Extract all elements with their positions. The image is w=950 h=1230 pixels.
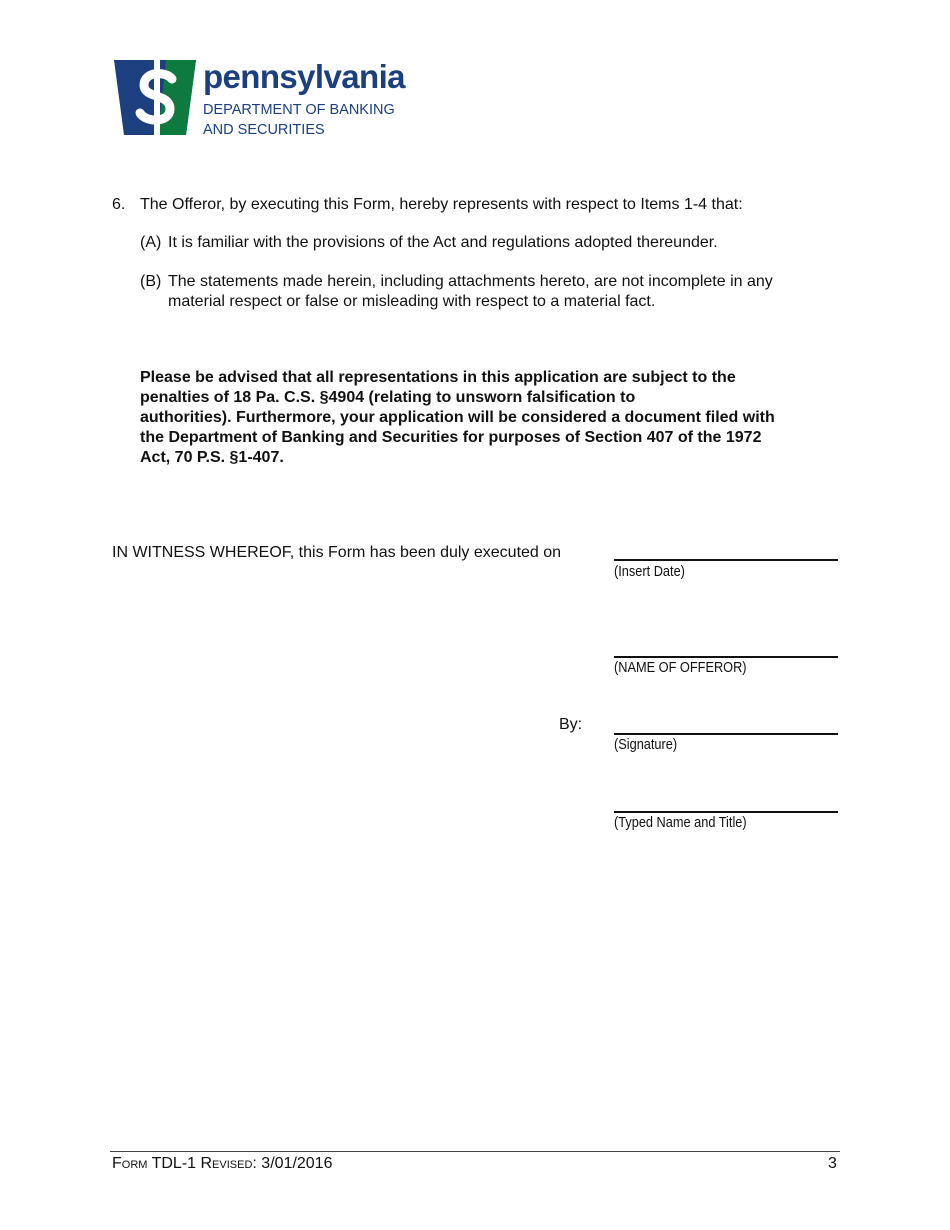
typed-name-caption: (Typed Name and Title) — [614, 815, 747, 831]
footer-date: 3/01/2016 — [261, 1155, 333, 1172]
penalty-notice-line: penalties of 18 Pa. C.S. §4904 (relating to unsworn falsification to — [140, 389, 636, 406]
penalty-notice-line: authorities). Furthermore, your application will be considered a document filed with — [140, 409, 775, 426]
witness-statement: IN WITNESS WHEREOF, this Form has been duly executed on — [112, 544, 562, 561]
by-label: By: — [559, 716, 583, 733]
date-line[interactable] — [614, 559, 838, 561]
item-6-b-label: (B) — [140, 273, 162, 290]
signature-caption: (Signature) — [614, 737, 678, 753]
logo-subtitle-line1: DEPARTMENT OF BANKING — [203, 102, 395, 118]
footer-divider — [110, 1151, 840, 1152]
penalty-notice-line: Please be advised that all representations in this application are subject to the — [140, 369, 736, 386]
logo-subtitle — [203, 100, 395, 140]
item-6-number: 6. — [112, 196, 126, 213]
penalty-notice-line: Act, 70 P.S. §1-407. — [140, 449, 284, 466]
item-6-a-text: It is familiar with the provisions of the Act and regulations adopted thereunder. — [168, 234, 718, 251]
footer-form-label: Form TDL-1 Revised: — [112, 1155, 257, 1172]
item-6-b-text: The statements made herein, including attachments hereto, are not incomplete in any material respect or false or misleading with respect to a material fact. — [168, 273, 773, 310]
offeror-name-line[interactable] — [614, 656, 838, 658]
offeror-name-caption: (NAME OF OFFEROR) — [614, 660, 747, 676]
item-6 — [112, 195, 743, 215]
item-6-b — [140, 272, 830, 312]
signature-line[interactable] — [614, 733, 838, 735]
logo-name: pennsylvania — [203, 58, 405, 95]
item-6-text: The Offeror, by executing this Form, hereby represents with respect to Items 1-4 that: — [140, 196, 743, 213]
item-6-a — [140, 233, 830, 253]
penalty-notice — [140, 368, 840, 468]
department-logo — [114, 57, 434, 141]
date-caption: (Insert Date) — [614, 564, 685, 580]
logo-subtitle-line2: AND SECURITIES — [203, 122, 325, 138]
typed-name-line[interactable] — [614, 811, 838, 813]
item-6-a-label: (A) — [140, 234, 162, 251]
footer-form-info — [112, 1155, 332, 1173]
page-number: 3 — [828, 1155, 837, 1172]
keystone-dollar-logo-icon — [114, 57, 196, 137]
penalty-notice-line: the Department of Banking and Securities for purposes of Section 407 of the 1972 — [140, 429, 762, 446]
